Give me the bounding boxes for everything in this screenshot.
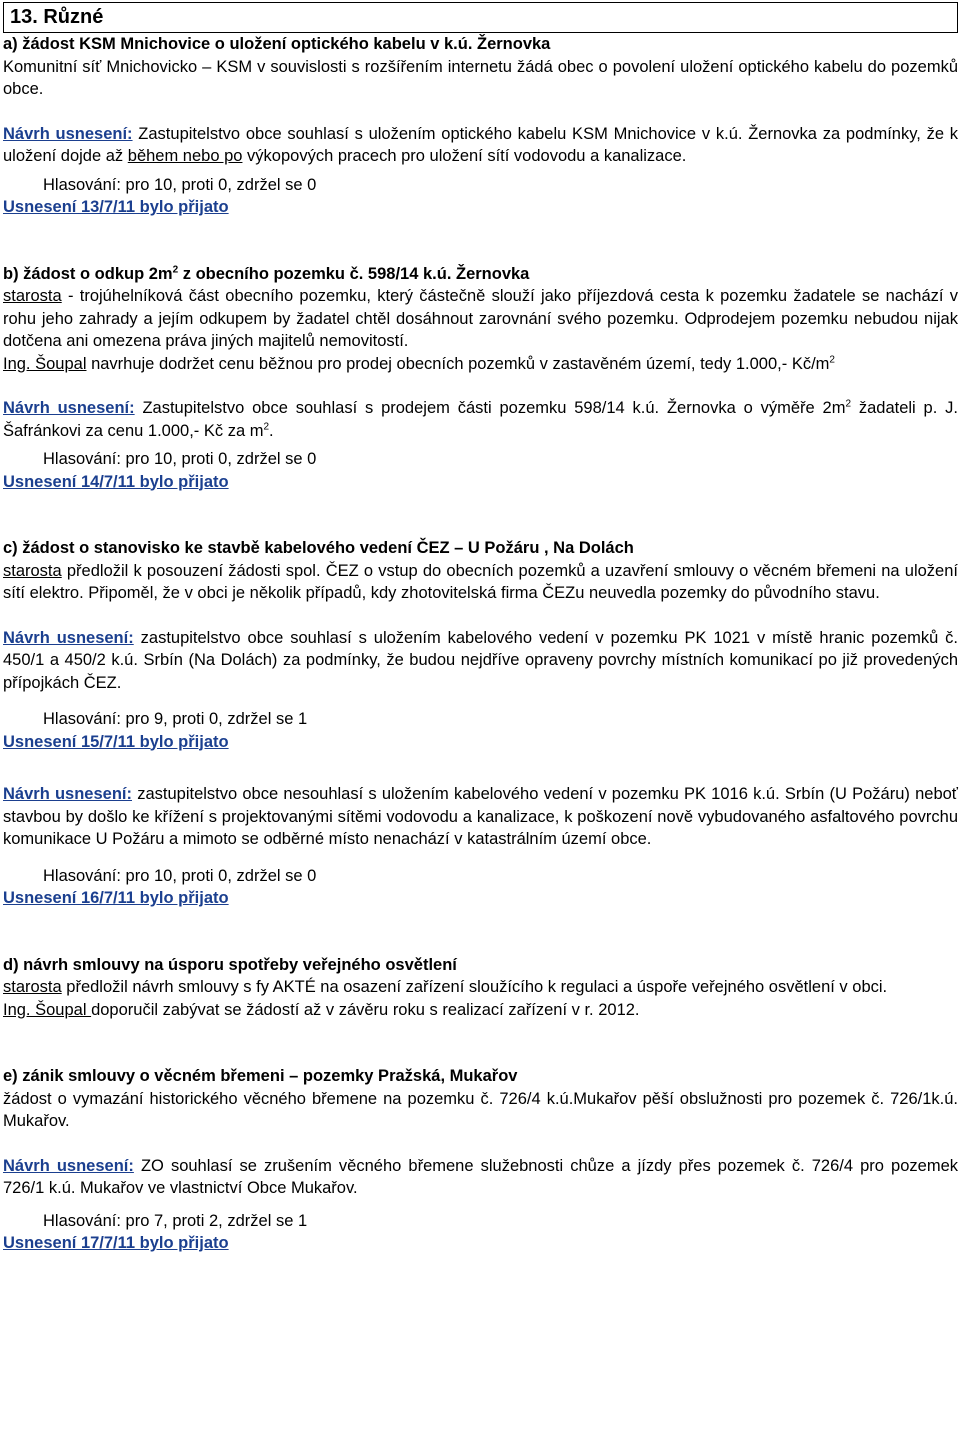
speaker-soupal: Ing. Šoupal bbox=[3, 1000, 92, 1019]
item-c-vote2: Hlasování: pro 10, proti 0, zdržel se 0 bbox=[43, 866, 317, 885]
item-d-text2: Ing. Šoupal doporučil zabývat se žádostí až v závěru roku s realizací zařízení v r. 2012. bbox=[3, 1000, 640, 1019]
item-c-resolution1: Usnesení 15/7/11 bylo přijato bbox=[3, 732, 229, 751]
item-a-resolution: Usnesení 13/7/11 bylo přijato bbox=[3, 198, 229, 216]
item-c-proposal2: Návrh usnesení: zastupitelstvo obce nesouhlasí s uložením kabelového vedení v pozemku PK 1016 k.ú. Srbín (U Požáru) neboť stavbou by došlo ke křížení s projektovanými sítěmi vodovodu a kanalizace, k poškození nově vybudovaného asfaltového povrchu komunikace U Požáru a mimoto se odběrné místo nenachází v katastrálním území obce. bbox=[3, 785, 958, 848]
speaker-soupal: Ing. Šoupal bbox=[3, 354, 87, 373]
speaker-starosta: starosta bbox=[3, 561, 62, 580]
speaker-starosta: starosta bbox=[3, 287, 62, 305]
item-a-heading: a) žádost KSM Mnichovice o uložení optického kabelu v k.ú. Žernovka bbox=[3, 35, 551, 53]
item-e-vote: Hlasování: pro 7, proti 2, zdržel se 1 bbox=[43, 1211, 308, 1230]
proposal-label: Návrh usnesení: bbox=[3, 628, 134, 647]
item-b-proposal: Návrh usnesení: Zastupitelstvo obce souhlasí s prodejem části pozemku 598/14 k.ú. Žernovka o výměře $2m^2$ žadateli p. J. Šafránkovi za cenu 1.000,- Kč za $m^2$. bbox=[3, 398, 958, 440]
item-e-heading: e) zánik smlouvy o věcném břemeni – pozemky Pražská, Mukařov bbox=[3, 1067, 518, 1085]
item-e-proposal: Návrh usnesení: ZO souhlasí se zrušením věcného břemene služebnosti chůze a jízdy přes pozemek č. 726/4 pro pozemek 726/1 k.ú. Mukařov ve vlastnictví Obce Mukařov. bbox=[3, 1156, 958, 1197]
section-title: 13. Různé bbox=[3, 2, 958, 33]
item-a-vote: Hlasování: pro 10, proti 0, zdržel se 0 bbox=[43, 175, 317, 194]
item-a-intro: Komunitní síť Mnichovicko – KSM v souvislosti s rozšířením internetu žádá obec o povolení uložení optického kabelu do pozemků obce. bbox=[3, 57, 958, 98]
item-b-heading: b) žádost o odkup $2m^2$ z obecního pozemku č. 598/14 k.ú. Žernovka bbox=[3, 264, 530, 283]
item-c-heading: c) žádost o stanovisko ke stavbě kabelového vedení ČEZ – U Požáru , Na Dolách bbox=[3, 539, 634, 557]
item-b-vote: Hlasování: pro 10, proti 0, zdržel se 0 bbox=[43, 450, 317, 468]
proposal-label: Návrh usnesení: bbox=[3, 1156, 134, 1175]
item-b-text2: Ing. Šoupal navrhuje dodržet cenu běžnou pro prodej obecních pozemků v zastavěném území, tedy 1.000,- $Kč/m^2$ bbox=[3, 354, 835, 373]
speaker-starosta: starosta bbox=[3, 978, 62, 996]
item-d-heading: d) návrh smlouvy na úsporu spotřeby veřejného osvětlení bbox=[3, 955, 457, 974]
item-b-text1: starosta - trojúhelníková část obecního pozemku, který částečně slouží jako příjezdová cesta k pozemku žadatele se nachází v rohu jeho zahrady a jejím odkupem by žadatel chtěl dosáhnout zarovnání svého pozemku. Odprodejem pozemku nebudou nijak dotčena ani omezena práva jiných majitelů nemovitostí. bbox=[3, 287, 958, 350]
item-c-vote1: Hlasování: pro 9, proti 0, zdržel se 1 bbox=[43, 710, 308, 728]
document-page bbox=[3, 2, 958, 1255]
item-c-resolution2: Usnesení 16/7/11 bylo přijato bbox=[3, 889, 229, 907]
item-b-resolution: Usnesení 14/7/11 bylo přijato bbox=[3, 472, 229, 491]
item-c-text: starosta předložil k posouzení žádosti spol. ČEZ o vstup do obecních pozemků a uzavření smlouvy o věcném břemeni na uložení sítí elektro. Připoměl, že v obci je několik případů, kdy zhotovitelská firma ČEZu neuvedla pozemky do původního stavu. bbox=[3, 561, 958, 602]
item-c-proposal1: Návrh usnesení: zastupitelstvo obce souhlasí s uložením kabelového vedení v pozemku PK 1021 v místě hranic pozemků č. 450/1 a 450/2 k.ú. Srbín (Na Dolách) za podmínky, že budou nejdříve opraveny povrchy místních komunikací po již provedených přípojkách ČEZ. bbox=[3, 628, 958, 692]
proposal-label: Návrh usnesení: bbox=[3, 399, 135, 417]
proposal-label: Návrh usnesení: bbox=[3, 785, 132, 803]
item-a-proposal: Návrh usnesení: Zastupitelstvo obce souhlasí s uložením optického kabelu KSM Mnichovice v k.ú. Žernovka za podmínky, že k uložení dojde až během nebo po výkopových pracech pro uložení sítí vodovodu a kanalizace. bbox=[3, 124, 958, 165]
item-d-text1: starosta předložil návrh smlouvy s fy AKTÉ na osazení zařízení sloužícího k regulaci a úspoře veřejného osvětlení v obci. bbox=[3, 978, 888, 996]
item-e-text: žádost o vymazání historického věcného břemene na pozemku č. 726/4 k.ú.Mukařov pěší obslužnosti pro pozemek č. 726/1k.ú. Mukařov. bbox=[3, 1089, 958, 1130]
item-e-resolution: Usnesení 17/7/11 bylo přijato bbox=[3, 1234, 229, 1252]
proposal-label: Návrh usnesení: bbox=[3, 124, 133, 143]
